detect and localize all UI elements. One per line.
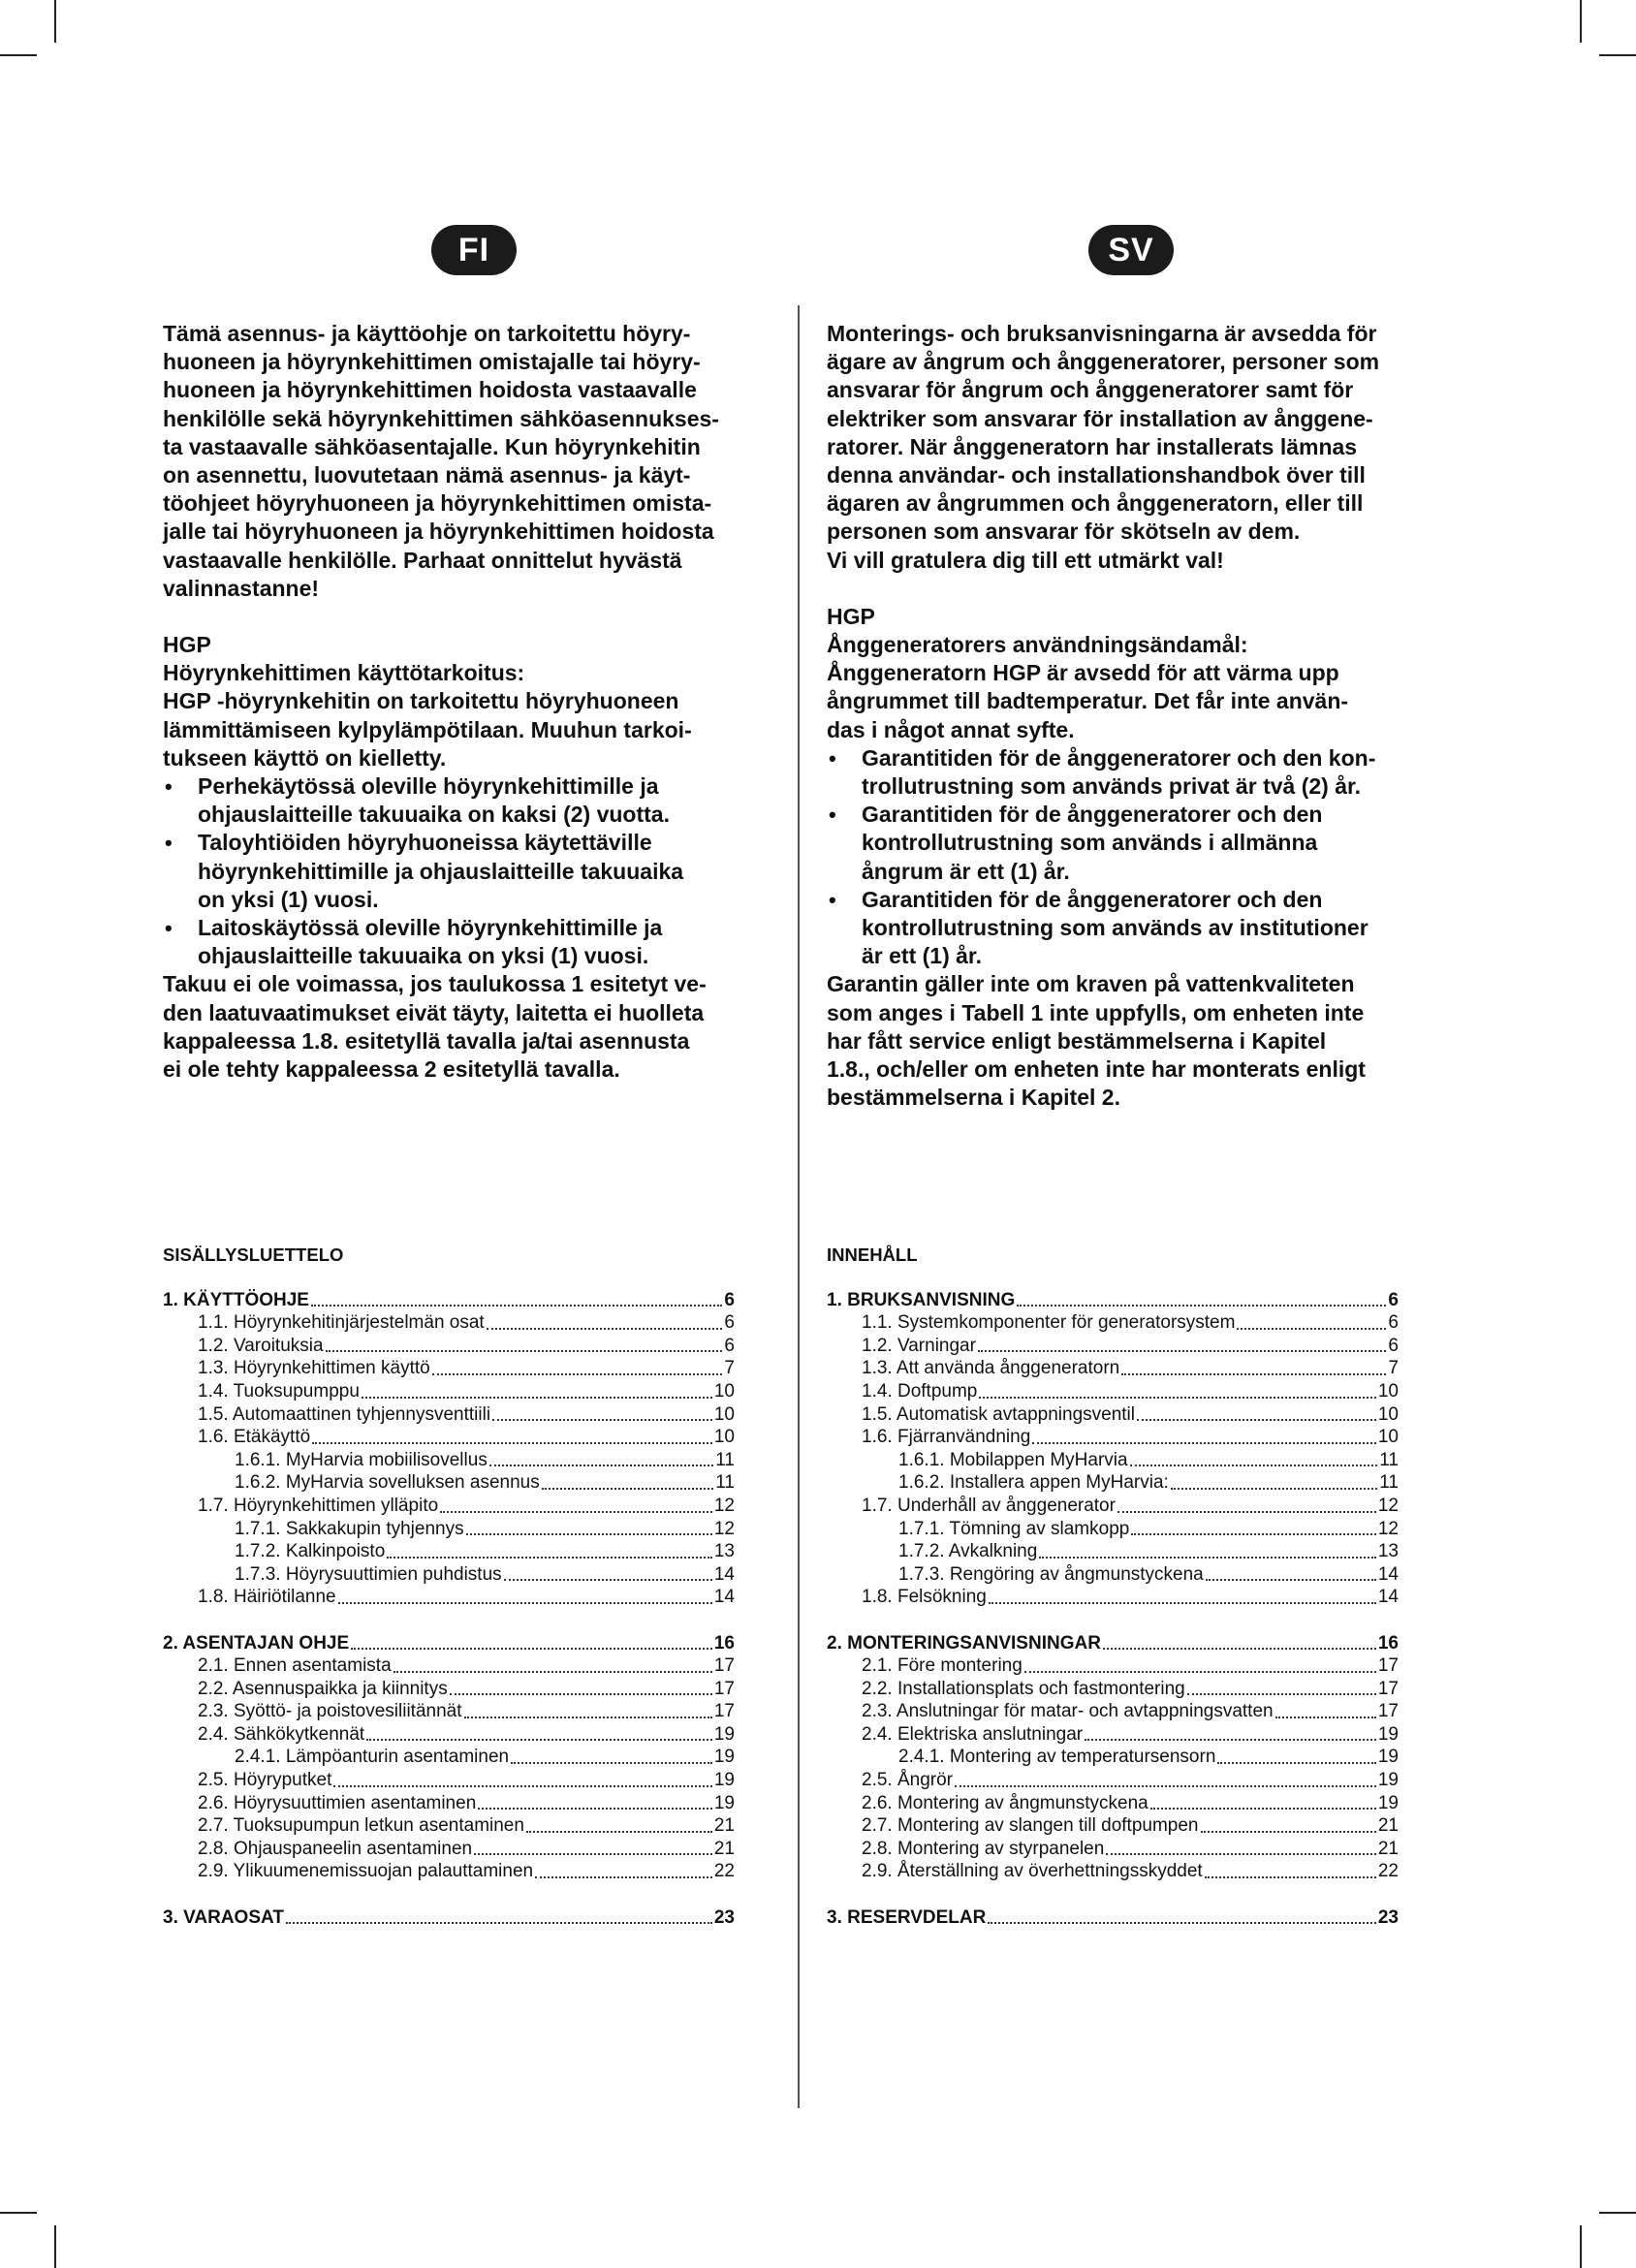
toc-entry-page: 21 (1377, 1815, 1399, 1837)
toc-entry-label: 1.7.1. Tömning av slamkopp (898, 1518, 1130, 1539)
toc-leader-dots (979, 1397, 1376, 1399)
toc-entry-label: 1.3. Höyrynkehittimen käyttö (198, 1358, 430, 1379)
toc-entry (163, 1906, 735, 1930)
toc-leader-dots (1103, 1648, 1376, 1650)
toc-entry (827, 1700, 1399, 1723)
toc-leader-dots (1237, 1328, 1386, 1330)
toc-leader-dots (478, 1808, 712, 1810)
toc-leader-dots (432, 1373, 723, 1375)
toc-leader-dots (1121, 1373, 1386, 1375)
toc-entry-page: 11 (715, 1449, 735, 1470)
toc-entry-label: 1.2. Varningar (862, 1335, 976, 1356)
toc-entry (163, 1838, 735, 1861)
toc-leader-dots (362, 1397, 712, 1399)
toc-entry (827, 1746, 1399, 1769)
toc-entry (827, 1586, 1399, 1609)
toc-entry (827, 1471, 1399, 1495)
toc-entry-page: 6 (1388, 1289, 1399, 1310)
fi-warranty-note: Takuu ei ole voimassa, jos taulukossa 1 esitetyt ve- den laatuvaatimukset eivät täyty, laitetta ei huolleta kappaleessa 1.8. esitetyllä tavalla ja/tai asennusta ei ole tehty kappaleessa 2 esitetyllä tavalla. (163, 971, 707, 1083)
toc-entry-page: 14 (713, 1587, 735, 1608)
list-item: • Perhekäytössä oleville höyrynkehittimille ja ohjauslaitteille takuuaika on kaksi (2) vuotta. (163, 772, 770, 829)
toc-entry-label: 2.5. Höyryputket (198, 1770, 332, 1791)
toc-entry-page: 19 (713, 1792, 735, 1813)
toc-entry-page: 14 (713, 1563, 735, 1585)
language-badge-sv: SV (1088, 225, 1174, 275)
toc-entry-label: 1.4. Tuoksupumppu (198, 1380, 360, 1402)
toc-entry-label: 2.8. Montering av styrpanelen (862, 1838, 1105, 1859)
toc-leader-dots (326, 1350, 723, 1352)
toc-leader-dots (487, 1328, 723, 1330)
toc-entry-page: 10 (1377, 1403, 1399, 1425)
toc-entry (163, 1654, 735, 1678)
toc-entry (163, 1380, 735, 1403)
toc-entry-page: 14 (1377, 1563, 1399, 1585)
toc-entry-label: 1.6.2. MyHarvia sovelluksen asennus (235, 1472, 540, 1494)
toc-entry-page: 10 (713, 1427, 735, 1448)
toc-entry-page: 10 (713, 1380, 735, 1402)
finnish-column (163, 320, 770, 1084)
toc-leader-dots (466, 1533, 712, 1535)
toc-entry-label: 2.9. Ylikuumenemissuojan palauttaminen (198, 1861, 534, 1882)
toc-entry (163, 1518, 735, 1541)
toc-leader-dots (955, 1785, 1376, 1787)
toc-leader-dots (1171, 1488, 1377, 1490)
toc-entry-label: 1.7. Höyrynkehittimen ylläpito (198, 1495, 439, 1516)
toc-entry (827, 1495, 1399, 1518)
toc-leader-dots (526, 1831, 712, 1833)
toc-entry (827, 1723, 1399, 1747)
sv-warranty-list (827, 744, 1433, 971)
toc-entry (827, 1540, 1399, 1563)
toc-entry-page: 10 (1377, 1427, 1399, 1448)
toc-entry (827, 1654, 1399, 1678)
toc-leader-dots (1150, 1808, 1376, 1810)
toc-entry (163, 1632, 735, 1655)
toc-entry-label: 1.7.3. Höyrysuuttimien puhdistus (235, 1563, 502, 1585)
toc-leader-dots (464, 1717, 712, 1718)
toc-entry (163, 1814, 735, 1838)
toc-leader-dots (1085, 1739, 1376, 1741)
toc-entry (827, 1769, 1399, 1792)
toc-entry (163, 1495, 735, 1518)
toc-leader-dots (1131, 1533, 1376, 1535)
toc-leader-dots (1106, 1853, 1376, 1855)
column-divider (798, 305, 800, 2108)
toc-entry (163, 1403, 735, 1427)
crop-mark (1580, 0, 1582, 43)
crop-mark (1599, 54, 1636, 56)
toc-entry-page: 12 (713, 1495, 735, 1516)
toc-entry (163, 1357, 735, 1380)
toc-leader-dots (1206, 1579, 1376, 1581)
toc-entry (163, 1335, 735, 1358)
toc-entry-page: 12 (1377, 1495, 1399, 1516)
toc-leader-dots (1275, 1717, 1376, 1718)
sv-purpose-heading: Ånggeneratorers användningsändamål: (827, 632, 1248, 658)
toc-entry-label: 2. MONTERINGSANVISNINGAR (827, 1632, 1101, 1654)
toc-entry-page: 17 (1377, 1678, 1399, 1699)
toc-entry (827, 1357, 1399, 1380)
toc-entry (163, 1471, 735, 1495)
toc-leader-dots (311, 1305, 722, 1307)
toc-leader-dots (511, 1762, 712, 1764)
toc-entry (163, 1769, 735, 1792)
toc-entry-page: 17 (1377, 1655, 1399, 1677)
toc-entry (827, 1311, 1399, 1335)
toc-entry-page: 16 (713, 1632, 735, 1654)
toc-leader-dots (978, 1350, 1386, 1352)
toc-entry-label: 2.8. Ohjauspaneelin asentaminen (198, 1838, 473, 1859)
toc-leader-dots (1205, 1876, 1376, 1878)
language-badge-fi: FI (431, 225, 517, 275)
toc-leader-dots (366, 1739, 712, 1741)
toc-entry (163, 1426, 735, 1449)
toc-entry-page: 11 (715, 1472, 735, 1494)
toc-entry-page: 17 (713, 1678, 735, 1699)
toc-entry-label: 2.7. Tuoksupumpun letkun asentaminen (198, 1815, 524, 1837)
toc-leader-dots (450, 1693, 712, 1695)
toc-entry (827, 1563, 1399, 1587)
toc-entry-label: 2.5. Ångrör (862, 1770, 953, 1791)
toc-entry-page: 7 (1388, 1358, 1399, 1379)
toc-entry-label: 1.7.2. Avkalkning (898, 1541, 1038, 1562)
fi-intro: Tämä asennus- ja käyttöohje on tarkoitettu höyry- huoneen ja höyrynkehittimen omistajalle tai höyry- huoneen ja höyrynkehittimen hoidosta vastaavalle henkilölle sekä höyrynkehittimen sähköasennukses- ta vastaavalle sähköasentajalle. Kun höyrynkehitin on asennettu, luovutetaan nämä asennus- ja käyt- töohjeet höyryhuoneen ja höyrynkehittimen omista- jalle tai höyryhuoneen ja höyrynkehittimen hoidosta vastaavalle henkilölle. Parhaat onnittelut hyvästä valinnastanne! (163, 321, 719, 601)
toc-entry-page: 6 (1388, 1335, 1399, 1356)
toc-entry (827, 1518, 1399, 1541)
toc-entry (163, 1540, 735, 1563)
sv-model: HGP (827, 603, 875, 629)
toc-entry (827, 1838, 1399, 1861)
toc-entry (827, 1289, 1399, 1312)
toc-entry-page: 19 (1377, 1723, 1399, 1745)
toc-entry-page: 21 (713, 1815, 735, 1837)
toc-entry-page: 21 (1377, 1838, 1399, 1859)
toc-leader-dots (1130, 1465, 1378, 1466)
toc-leader-dots (286, 1922, 712, 1924)
toc-entry (827, 1632, 1399, 1655)
crop-mark (0, 54, 37, 56)
toc-entry-label: 2.4.1. Lämpöanturin asentaminen (235, 1747, 510, 1768)
toc-entry-label: 1.8. Felsökning (862, 1587, 987, 1608)
toc-entry-page: 13 (713, 1541, 735, 1562)
toc-entry-label: 2.9. Återställning av överhettningsskyddet (862, 1861, 1203, 1882)
crop-mark (0, 2212, 37, 2214)
toc-leader-dots (338, 1602, 712, 1604)
fi-purpose-text: HGP -höyrynkehitin on tarkoitettu höyryhuoneen lämmittämiseen kylpylämpötilaan. Muuhun tarkoi- tukseen käyttö on kielletty. (163, 688, 692, 771)
toc-entry (163, 1311, 735, 1335)
toc-entry-page: 19 (713, 1747, 735, 1768)
toc-entry-label: 1.5. Automaattinen tyhjennysventtiili (198, 1403, 491, 1425)
toc-entry (827, 1403, 1399, 1427)
toc-leader-dots (492, 1419, 712, 1421)
toc-entry-label: 1.6.1. MyHarvia mobiilisovellus (235, 1449, 488, 1470)
toc-entry (827, 1335, 1399, 1358)
toc-entry (827, 1906, 1399, 1930)
toc-leader-dots (333, 1785, 712, 1787)
toc-entry-label: 2.6. Montering av ångmunstyckena (862, 1792, 1148, 1813)
toc-entry-page: 6 (724, 1335, 735, 1356)
toc-entry-page: 6 (724, 1312, 735, 1334)
crop-mark (1599, 2212, 1636, 2214)
toc-entry-page: 19 (1377, 1792, 1399, 1813)
toc-entry-page: 11 (1379, 1472, 1399, 1494)
toc-entry-label: 2.4. Elektriska anslutningar (862, 1723, 1084, 1745)
toc-entry-page: 6 (724, 1289, 735, 1310)
toc-entry-page: 17 (713, 1655, 735, 1677)
toc-entry-label: 2.2. Asennuspaikka ja kiinnitys (198, 1678, 448, 1699)
fi-purpose-heading: Höyrynkehittimen käyttötarkoitus: (163, 660, 525, 686)
fi-warranty-list (163, 772, 770, 970)
toc-entry (827, 1792, 1399, 1815)
toc-entry-label: 1.7.3. Rengöring av ångmunstyckena (898, 1563, 1204, 1585)
fi-model: HGP (163, 632, 211, 658)
toc-entry-label: 1. KÄYTTÖOHJE (163, 1289, 309, 1310)
toc-leader-dots (1117, 1511, 1376, 1513)
toc-entry-page: 22 (1377, 1861, 1399, 1882)
toc-leader-dots (504, 1579, 712, 1581)
toc-entry-label: 1. BRUKSANVISNING (827, 1289, 1016, 1310)
toc-entry-page: 12 (1377, 1518, 1399, 1539)
toc-leader-dots (1039, 1557, 1376, 1559)
sv-purpose-text: Ånggeneratorn HGP är avsedd för att värma upp ångrummet till badtemperatur. Det får inte använ- das i något annat syfte. (827, 660, 1349, 742)
toc-leader-dots (535, 1876, 712, 1878)
fi-table-of-contents (163, 1244, 735, 1929)
toc-leader-dots (312, 1442, 712, 1444)
toc-entry-page: 10 (1377, 1380, 1399, 1402)
toc-entry-label: 2.1. Ennen asentamista (198, 1655, 392, 1677)
toc-entry (163, 1792, 735, 1815)
toc-entry (827, 1380, 1399, 1403)
toc-entry-label: 2.2. Installationsplats och fastmontering (862, 1678, 1185, 1699)
toc-entry-page: 10 (713, 1403, 735, 1425)
toc-leader-dots (1137, 1419, 1376, 1421)
toc-leader-dots (542, 1488, 714, 1490)
toc-entry-label: 2. ASENTAJAN OHJE (163, 1632, 350, 1654)
toc-leader-dots (1187, 1693, 1376, 1695)
toc-entry-page: 22 (713, 1861, 735, 1882)
toc-entry-page: 13 (1377, 1541, 1399, 1562)
toc-entry-label: 3. RESERVDELAR (827, 1906, 987, 1928)
toc-entry-label: 2.4.1. Montering av temperatursensorn (898, 1747, 1216, 1768)
toc-entry-label: 2.4. Sähkökytkennät (198, 1723, 365, 1745)
toc-entry-label: 1.6. Fjärranvändning (862, 1427, 1031, 1448)
toc-leader-dots (1017, 1305, 1386, 1307)
toc-entry (827, 1814, 1399, 1838)
toc-entry-page: 19 (1377, 1770, 1399, 1791)
toc-leader-dots (1217, 1762, 1375, 1764)
toc-leader-dots (989, 1602, 1376, 1604)
toc-entry-page: 12 (713, 1518, 735, 1539)
list-item: • Garantitiden för de ånggeneratorer och den kon- trollutrustning som används privat är två (2) år. (827, 744, 1433, 801)
toc-entry (827, 1426, 1399, 1449)
toc-entry-label: 1.5. Automatisk avtappningsventil (862, 1403, 1136, 1425)
toc-entry-label: 2.6. Höyrysuuttimien asentaminen (198, 1792, 477, 1813)
toc-entry-page: 16 (1377, 1632, 1399, 1654)
toc-leader-dots (1024, 1671, 1376, 1673)
sv-purpose-section (827, 603, 1433, 1113)
toc-leader-dots (474, 1853, 712, 1855)
toc-entry-page: 7 (724, 1358, 735, 1379)
sv-warranty-note: Garantin gäller inte om kraven på vattenkvaliteten som anges i Tabell 1 inte uppfylls, om enheten inte har fått service enligt bestämmelserna i Kapitel 1.8., och/eller om enheten inte har monterats enligt bestämmelserna i Kapitel 2. (827, 971, 1366, 1111)
toc-leader-dots (1032, 1442, 1376, 1444)
crop-mark (1580, 2225, 1582, 2268)
toc-leader-dots (387, 1557, 712, 1559)
sv-table-of-contents (827, 1244, 1399, 1929)
toc-entry-page: 17 (713, 1701, 735, 1722)
toc-entry (163, 1449, 735, 1472)
list-item: • Taloyhtiöiden höyryhuoneissa käytettäville höyrynkehittimille ja ohjauslaitteille takuuaika on yksi (1) vuosi. (163, 829, 770, 914)
swedish-column (827, 320, 1433, 1112)
toc-entry-label: 3. VARAOSAT (163, 1906, 284, 1928)
toc-entry-page: 14 (1377, 1587, 1399, 1608)
toc-leader-dots (440, 1511, 712, 1513)
fi-toc-title: SISÄLLYSLUETTELO (163, 1244, 344, 1265)
toc-entry-label: 1.1. Höyrynkehitinjärjestelmän osat (198, 1312, 485, 1334)
toc-entry (827, 1678, 1399, 1701)
crop-mark (54, 0, 56, 43)
toc-entry-label: 1.7.2. Kalkinpoisto (235, 1541, 386, 1562)
toc-entry (163, 1289, 735, 1312)
toc-entry (163, 1700, 735, 1723)
toc-entry-label: 1.1. Systemkomponenter för generatorsystem (862, 1312, 1236, 1334)
sv-toc-title: INNEHÅLL (827, 1244, 918, 1265)
sv-intro: Monterings- och bruksanvisningarna är avsedda för ägare av ångrum och ånggeneratorer, personer som ansvarar för ångrum och ånggeneratorer samt för elektriker som ansvarar för installation av ånggene- ratorer. När ånggeneratorn har installerats lämnas denna användar- och installationshandbok över till ägaren av ångrummen och ånggeneratorn, eller till personen som ansvarar för skötseln av dem. Vi vill gratulera dig till ett utmärkt val! (827, 321, 1380, 573)
list-item: • Garantitiden för de ånggeneratorer och den kontrollutrustning som används av institutioner är ett (1) år. (827, 886, 1433, 971)
toc-entry-label: 1.6.2. Installera appen MyHarvia: (898, 1472, 1169, 1494)
toc-entry (827, 1449, 1399, 1472)
toc-entry-label: 1.6. Etäkäyttö (198, 1427, 311, 1448)
crop-mark (54, 2225, 56, 2268)
toc-entry-label: 2.3. Anslutningar för matar- och avtappningsvatten (862, 1701, 1274, 1722)
toc-entry (163, 1678, 735, 1701)
fi-purpose-section (163, 631, 770, 1084)
list-item: • Garantitiden för de ånggeneratorer och den kontrollutrustning som används i allmänna ångrum är ett (1) år. (827, 801, 1433, 886)
toc-entry-page: 6 (1388, 1312, 1399, 1334)
toc-entry-label: 2.3. Syöttö- ja poistovesiliitännät (198, 1701, 462, 1722)
toc-entry-label: 1.3. Att använda ånggeneratorn (862, 1358, 1120, 1379)
toc-entry (163, 1723, 735, 1747)
toc-entry-label: 1.2. Varoituksia (198, 1335, 324, 1356)
toc-entry (163, 1563, 735, 1587)
toc-leader-dots (489, 1465, 713, 1466)
toc-entry (163, 1860, 735, 1883)
toc-entry-page: 21 (713, 1838, 735, 1859)
toc-entry-label: 1.6.1. Mobilappen MyHarvia (898, 1449, 1128, 1470)
toc-entry-label: 1.7.1. Sakkakupin tyhjennys (235, 1518, 464, 1539)
toc-leader-dots (393, 1671, 712, 1673)
toc-entry-label: 1.7. Underhåll av ånggenerator (862, 1495, 1116, 1516)
toc-entry (163, 1746, 735, 1769)
toc-entry-page: 19 (713, 1723, 735, 1745)
toc-entry-page: 19 (1377, 1747, 1399, 1768)
toc-entry (827, 1860, 1399, 1883)
toc-entry-label: 1.4. Doftpump (862, 1380, 978, 1402)
toc-entry-page: 17 (1377, 1701, 1399, 1722)
list-item: • Laitoskäytössä oleville höyrynkehittimille ja ohjauslaitteille takuuaika on yksi (1) vuosi. (163, 914, 770, 970)
toc-entry-label: 1.8. Häiriötilanne (198, 1587, 336, 1608)
toc-entry-page: 19 (713, 1770, 735, 1791)
toc-leader-dots (988, 1922, 1376, 1924)
toc-leader-dots (351, 1648, 712, 1650)
toc-entry-page: 23 (713, 1906, 735, 1928)
toc-entry-page: 23 (1377, 1906, 1399, 1928)
toc-entry-label: 2.7. Montering av slangen till doftpumpen (862, 1815, 1199, 1837)
toc-entry (163, 1586, 735, 1609)
toc-entry-label: 2.1. Före montering (862, 1655, 1022, 1677)
toc-entry-page: 11 (1379, 1449, 1399, 1470)
toc-leader-dots (1201, 1831, 1376, 1833)
